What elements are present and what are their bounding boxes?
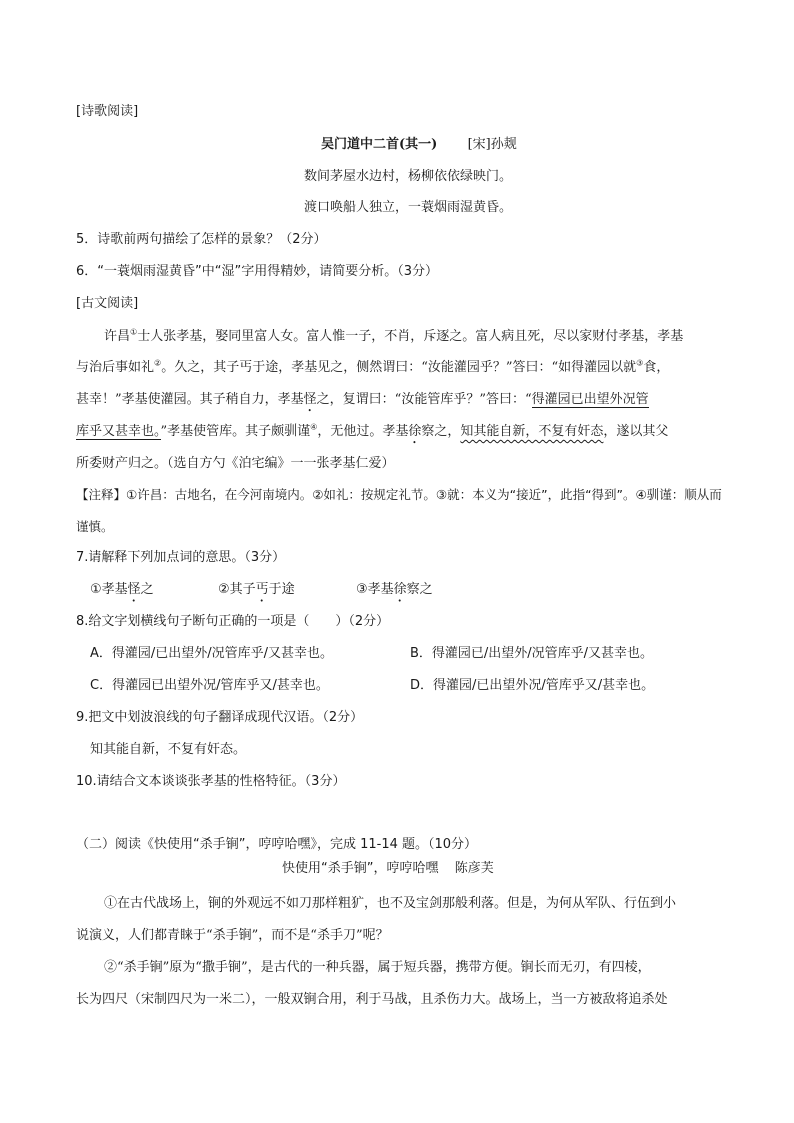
passage-text: 许昌	[104, 329, 131, 344]
q7-item-text: 于途	[268, 582, 295, 597]
footnote-marker-1: ①	[130, 327, 138, 337]
passage-text: ”孝基使管库。其子颇驯谨	[160, 424, 311, 439]
q7-item-3	[356, 581, 433, 605]
article-p2-line-1: ②“杀手锏”原为“撒手锏”，是古代的一种兵器，属于短兵器，携带方便。锏长而无刃，有四棱，	[104, 960, 651, 975]
passage-text: 食，	[643, 360, 670, 375]
annotation-line-1: 【注释】①许昌：古地名，在今河南境内。②如礼：按规定礼节。③就：本义为“接近”，此指“得到”。④驯谨：顺从而	[76, 487, 722, 502]
q7-item-text: ②其子	[218, 582, 256, 597]
classical-heading: [古文阅读]	[76, 296, 139, 311]
q8-option-b: B．得灌园已/出望外/况管库乎/又甚幸也。	[410, 646, 654, 661]
dotted-word: 怪	[127, 582, 141, 597]
dotted-word: 怪	[303, 392, 317, 407]
poetry-heading: [诗歌阅读]	[76, 104, 139, 119]
article-p2-line-2: 长为四尺（宋制四尺为一米二），一般双锏合用，利于马战，且杀伤力大。战场上，当一方被敌将追杀处	[76, 992, 668, 1007]
wavy-underlined-sentence: 知其能自新，不复有奸态	[460, 424, 604, 439]
article-p1-line-2: 说演义，人们都青睐于“杀手锏”，而不是“杀手刀”呢？	[76, 928, 389, 943]
poem-line-1: 数间茅屋水边村，杨柳依依绿映门。	[304, 169, 513, 184]
underlined-sentence: 库乎又甚幸也。	[76, 424, 161, 439]
passage-line-5: 所委财产归之。（选自方勺《泊宅编》一一张孝基仁爱）	[76, 456, 395, 471]
poem-line-2: 渡口唤船人独立，一蓑烟雨湿黄昏。	[304, 200, 513, 215]
question-5: 5．诗歌前两句描绘了怎样的景象？（2分）	[76, 232, 327, 247]
passage-text: 与治后事如礼	[76, 360, 155, 375]
passage-text: ，无他过。孝基	[317, 424, 409, 439]
footnote-marker-3: ③	[636, 358, 644, 368]
poem-author: [宋]孙觌	[467, 137, 517, 152]
passage-text: 之，复谓曰：“汝能管库乎？”答曰：“	[316, 392, 532, 407]
poem-title-line	[321, 136, 517, 154]
article-p1-line-1: ①在古代战场上，锏的外观远不如刀那样粗犷，也不及宝剑那般利落。但是，为何从军队、行伍到小	[104, 896, 677, 911]
dotted-word: 徐	[393, 582, 407, 597]
passage-line-3	[76, 391, 649, 415]
question-7: 7.请解释下列加点词的意思。（3分）	[76, 550, 286, 565]
q7-item-text: 察之	[406, 582, 433, 597]
poem-title: 吴门道中二首(其一)	[321, 137, 438, 152]
q8-option-c: C．得灌园已出望外况/管库乎又/甚幸也。	[90, 678, 329, 693]
question-9: 9.把文中划波浪线的句子翻译成现代汉语。（2分）	[76, 710, 364, 725]
article-title: 快使用“杀手锏”，哼哼哈嘿	[282, 861, 439, 876]
footnote-marker-4: ④	[310, 422, 318, 432]
dotted-word: 丐	[255, 582, 269, 597]
q7-item-1	[90, 581, 154, 605]
q8-option-d: D．得灌园/已出望外况/管库乎又/甚幸也。	[410, 678, 655, 693]
dotted-word: 徐	[408, 424, 422, 439]
q9-sentence: 知其能自新，不复有奸态。	[90, 742, 247, 757]
q7-item-text: 之	[140, 582, 154, 597]
q7-item-text: ③孝基	[356, 582, 394, 597]
passage-text: 察之，	[421, 424, 461, 439]
q7-item-text: ①孝基	[90, 582, 128, 597]
question-8: 8.给文字划横线句子断句正确的一项是（ ）（2分）	[76, 614, 390, 629]
passage-text: 。久之，其子丐于途，孝基见之，侧然谓曰：“汝能灌园乎？”答曰：“如得灌园以就	[161, 360, 637, 375]
section-2-heading: （二）阅读《快使用“杀手锏”，哼哼哈嘿》，完成 11-14 题。（10分）	[76, 837, 478, 852]
footnote-marker-2: ②	[154, 358, 162, 368]
passage-text: 甚幸！”孝基使灌园。其子稍自力，孝基	[76, 392, 304, 407]
q8-option-a: A．得灌园/已出望外/况管库乎/又甚幸也。	[90, 646, 334, 661]
passage-line-2	[76, 359, 669, 377]
annotation-line-2: 谨慎。	[76, 519, 114, 534]
question-6: 6．“一蓑烟雨湿黄昏”中“湿”字用得精妙，请简要分析。（3分）	[76, 264, 438, 279]
underlined-sentence: 得灌园已出望外况管	[531, 392, 649, 407]
passage-line-4	[76, 423, 668, 447]
passage-line-1	[104, 328, 683, 346]
q7-item-2	[218, 581, 295, 605]
article-author: 陈彦芙	[454, 861, 494, 876]
passage-text: 士人张孝基，娶同里富人女。富人惟一子，不肖，斥逐之。富人病且死，尽以家财付孝基，孝基	[137, 329, 684, 344]
question-10: 10.请结合文本谈谈张孝基的性格特征。（3分）	[76, 774, 346, 789]
passage-text: ，遂以其父	[603, 424, 669, 439]
article-title-line	[282, 860, 494, 878]
